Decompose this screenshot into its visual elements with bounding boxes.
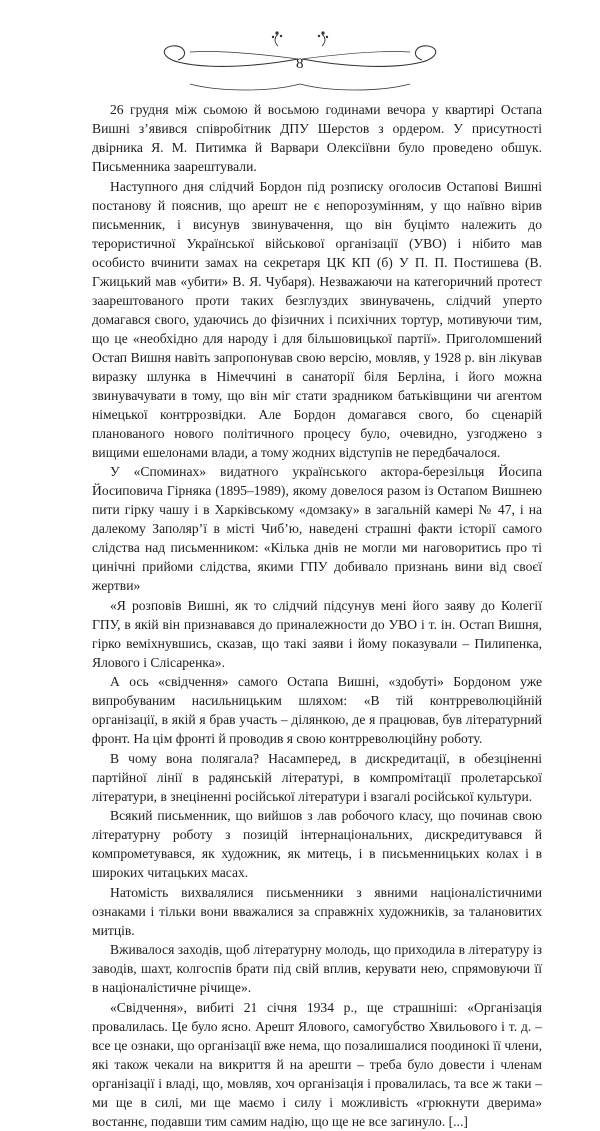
paragraph: А ось «свідчення» самого Остапа Вишні, «здобуті» Бордоном уже випробуваним насильницьким шляхом: «В тій контрреволюційній організації, в якій я брав участь – ділянкою, де я працював, був літературний фронт. На цім фронті й проводив я свою контрреволюційну роботу. bbox=[92, 674, 542, 746]
paragraph: У «Споминах» видатного українського актора-березільця Йосипа Йосиповича Гірняка (1895–1989), якому довелося разом із Остапом Вишнею пити гірку чашу і в Харківському «домзаку» в загальній камері № 47, і на далекому Заполяр’ї в місті Чиб’ю, наведені страшні факти історії самого слідства над письменником: «Кілька днів не могли ми наговоритись про ті цинічні прийоми слідства, якими ГПУ добивало признань вини від своєї жертви» bbox=[92, 464, 542, 593]
page-number: 8 bbox=[296, 56, 304, 72]
body-text bbox=[92, 100, 542, 1131]
paragraph: «Я розповів Вишні, як то слідчий підсунув мені його заяву до Колегії ГПУ, в якій він признавався до приналежности до УВО і т. ін. Остап Вишня, гірко веміхнувшись, сказав, що такі заяви і йому показували – Пилипенка, Ялового і Слісаренка». bbox=[92, 597, 542, 670]
paragraph: Вживалося заходів, щоб літературну молодь, що приходила в літературу із заводів, шахт, колгоспів брати під свій вплив, керувати нею, спрямовуючи її в націоналістичне річище». bbox=[92, 942, 542, 995]
paragraph: Натомість вихвалялися письменники з явними націоналістичними ознаками і тільки вони вважалися за справжніх художників, за талановитих митців. bbox=[92, 884, 542, 938]
paragraph: «Свідчення», вибиті 21 січня 1934 р., ще страшніші: «Організація провалилась. Це було ясно. Арешт Ялового, самогубство Хвильового і т. д. – все це ознаки, що організації вже нема, що позалишалися поодинокі її члени, які також чекали на викриття й на арешти – треба було довести і членам організації і владі, що, мовляв, хоч організація і провалилась, та все ж таки – ми ще в силі, ми ще маємо і силу і можливість «грюкнути дверима» востаннє, подавши тим самим надію, що ще не все загинуло. [...] bbox=[92, 999, 542, 1129]
paragraph: В чому вона полягала? Насамперед, в дискредитації, в обезціненні партійної лінії в радянській літературі, в компромітації пролетарської літератури, в знеціненні російської літератури і взагалі російської культури. bbox=[92, 750, 542, 804]
paragraph: Наступного дня слідчий Бордон під розписку оголосив Остапові Вишні постанову й пояснив, що арешт не є непорозумінням, у що наївно вірив письменник, і висунув звинувачення, що він буцімто належить до терористичної Української військової організації (УВО) і нібито мав особисто вчинити замах на секретаря ЦК КП (б) У П. П. Постишева (В. Гжицький мав «убити» В. Я. Чубаря). Незважаючи на категоричний протест заарештованого проти таких безглуздих звинувачень, слідчий уперто домагався свого, удаючись до фізичних і психічних тортур, мотивуючи тим, що це «необхідно для народу і для більшовицької партії». Приголомшений Остап Вишня навіть запропонував свою версію, мовляв, у 1928 р. він лікував виразку шлунка в Німеччині в санаторії біля Берліна, і його можна звинувачувати в тому, що він міг стати зрадником батьківщини чи агентом німецької контррозвідки. Але Бордон домагався свого, бо сценарій планованого нового політичного процесу було, очевидно, узгоджено з вищими ешелонами влади, а тому жодних відступів не передбачалося. bbox=[92, 178, 542, 460]
paragraph: Всякий письменник, що вийшов з лав робочого класу, що починав свою літературну роботу з позицій інтернаціональних, дискредитувався й компрометувався, як художник, як митець, і в письменницьких колах і в широких читацьких масах. bbox=[92, 808, 542, 880]
paragraph: 26 грудня між сьомою й восьмою годинами вечора у квартирі Остапа Вишні з’явився співробітник ДПУ Шерстов з ордером. У присутності двірника Я. М. Питимка й Варвари Олексіївни було проведено обшук. Письменника заарештували. bbox=[92, 102, 542, 174]
